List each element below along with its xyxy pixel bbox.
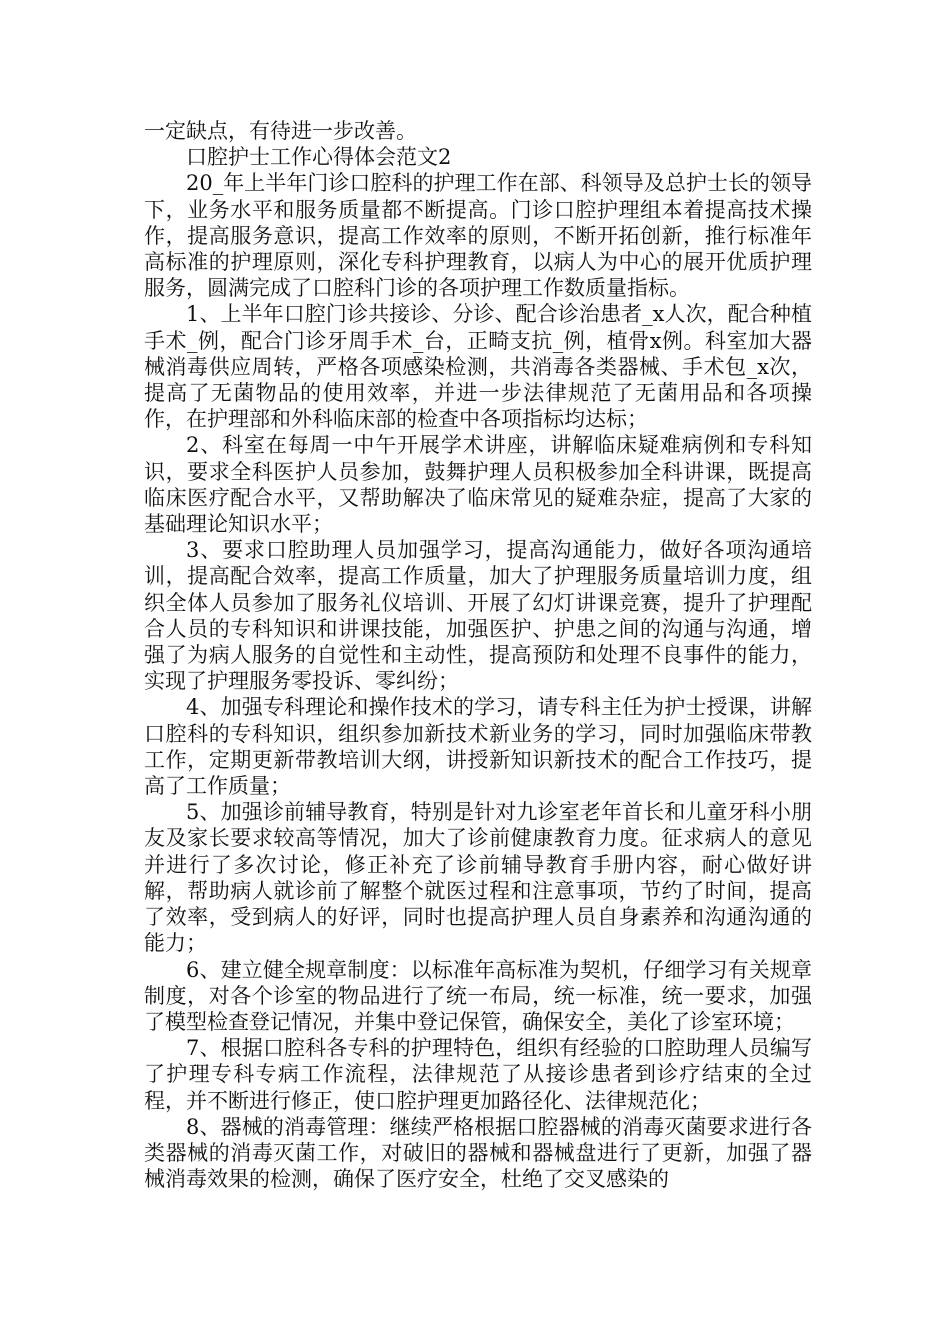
intro-fragment: 一定缺点，有待进一步改善。 xyxy=(144,119,417,143)
document-page xyxy=(144,118,812,1192)
paragraph-overview: 20_年上半年门诊口腔科的护理工作在部、科领导及总护士长的领导下，业务水平和服务质量都不断提高。门诊口腔护理组本着提高技术操作，提高服务意识，提高工作效率的原则，不断开拓创新，推行标准年高标准的护理原则，深化专科护理教育，以病人为中心的展开优质护理服务，圆满完成了口腔科门诊的各项护理工作数质量指标。 xyxy=(144,171,812,301)
paragraph-item-8: 8、器械的消毒管理：继续严格根据口腔器械的消毒灭菌要求进行各类器械的消毒灭菌工作，对破旧的器械和器械盘进行了更新，加强了器械消毒效果的检测，确保了医疗安全，杜绝了交叉感染的 xyxy=(144,1114,812,1192)
section-heading: 口腔护士工作心得体会范文2 xyxy=(186,145,452,170)
paragraph-item-1: 1、上半年口腔门诊共接诊、分诊、配合诊治患者_x人次，配合种植手术_例，配合门诊牙周手术_台，正畸支抗_例，植骨x例。科室加大器械消毒供应周转，严格各项感染检测，共消毒各类器械、手术包_x次，提高了无菌物品的使用效率，并进一步法律规范了无菌用品和各项操作，在护理部和外科临床部的检查中各项指标均达标； xyxy=(144,302,812,432)
paragraph-item-3: 3、要求口腔助理人员加强学习，提高沟通能力，做好各项沟通培训，提高配合效率，提高工作质量，加大了护理服务质量培训力度，组织全体人员参加了服务礼仪培训、开展了幻灯讲课竞赛，提升了护理配合人员的专科知识和讲课技能，加强医护、护患之间的沟通与沟通，增强了为病人服务的自觉性和主动性，提高预防和处理不良事件的能力，实现了护理服务零投诉、零纠纷； xyxy=(144,538,812,694)
paragraph-item-7: 7、根据口腔科各专科的护理特色，组织有经验的口腔助理人员编写了护理专科专病工作流程，法律规范了从接诊患者到诊疗结束的全过程，并不断进行修正，使口腔护理更加路径化、法律规范化； xyxy=(144,1036,812,1113)
paragraph-item-2: 2、科室在每周一中午开展学术讲座，讲解临床疑难病例和专科知识，要求全科医护人员参加，鼓舞护理人员积极参加全科讲课，既提高临床医疗配合水平，又帮助解决了临床常见的疑难杂症，提高了大家的基础理论知识水平； xyxy=(144,433,812,537)
paragraph-item-6: 6、建立健全规章制度：以标准年高标准为契机，仔细学习有关规章制度，对各个诊室的物品进行了统一布局，统一标准，统一要求，加强了模型检查登记情况，并集中登记保管，确保安全，美化了诊室环境； xyxy=(144,957,812,1034)
paragraph-item-4: 4、加强专科理论和操作技术的学习，请专科主任为护士授课，讲解口腔科的专科知识，组织参加新技术新业务的学习，同时加强临床带教工作，定期更新带教培训大纲，讲授新知识新技术的配合工作技巧，提高了工作质量； xyxy=(144,695,812,799)
paragraph-item-5: 5、加强诊前辅导教育，特别是针对九诊室老年首长和儿童牙科小朋友及家长要求较高等情况，加大了诊前健康教育力度。征求病人的意见并进行了多次讨论，修正补充了诊前辅导教育手册内容，耐心做好讲解，帮助病人就诊前了解整个就医过程和注意事项，节约了时间，提高了效率，受到病人的好评，同时也提高护理人员自身素养和沟通沟通的能力； xyxy=(144,800,812,956)
